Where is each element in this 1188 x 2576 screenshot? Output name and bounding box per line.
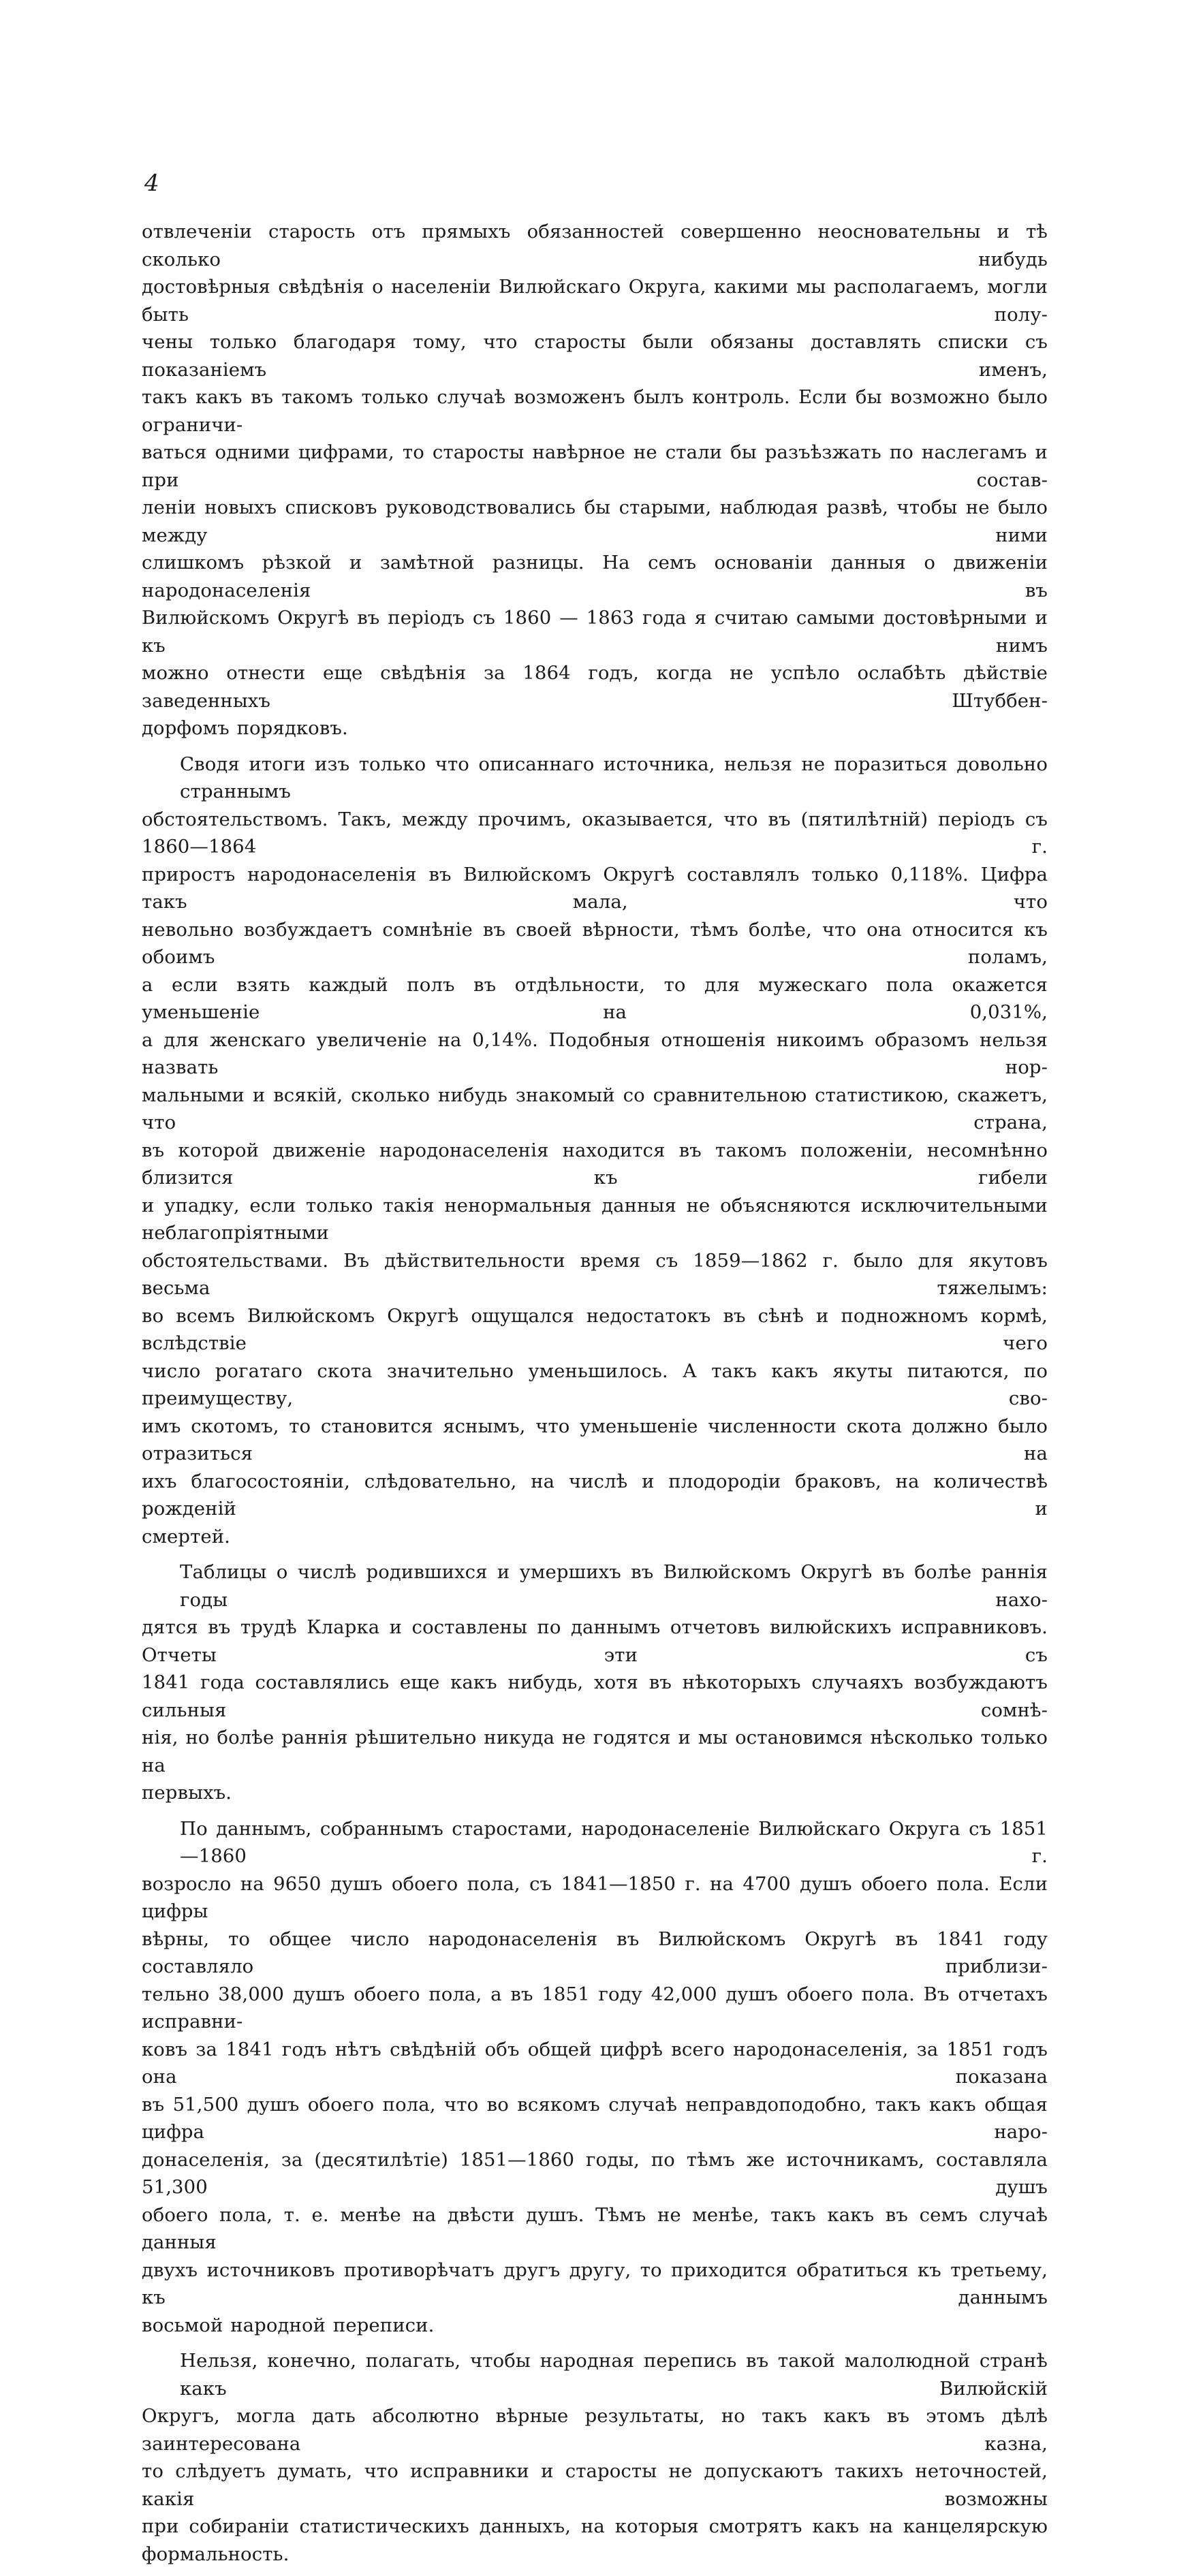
text-line: Нельзя, конечно, полагать, чтобы народная перепись въ такой малолюдной странѣ какъ Вилюйскій: [180, 2350, 1048, 2400]
paragraph-4: [142, 1815, 1048, 2340]
text-line: тельно 38,000 душъ обоего пола, а въ 1851 году 42,000 душъ обоего пола. Въ отчетахъ исправни-: [142, 1983, 1048, 2032]
text-line: во всемъ Вилюйскомъ Округѣ ощущался недостатокъ въ сѣнѣ и подножномъ кормѣ, вслѣдствіе чего: [142, 1304, 1048, 1354]
text-line: слишкомъ рѣзкой и замѣтной разницы. На семъ основаніи данныя о движеніи народонаселенія въ: [142, 552, 1048, 601]
text-line: невольно возбуждаетъ сомнѣніе въ своей вѣрности, тѣмъ болѣе, что она относится къ обоимъ поламъ,: [142, 918, 1048, 968]
text-line: а для женскаго увеличеніе на 0,14%. Подобныя отношенія никоимъ образомъ нельзя назвать нор-: [142, 1028, 1048, 1078]
text-line: достовѣрныя свѣдѣнія о населеніи Вилюйскаго Округа, какими мы располагаемъ, могли быть полу-: [142, 276, 1048, 326]
text-line: обоего пола, т. е. менѣе на двѣсти душъ. Тѣмъ не менѣе, такъ какъ въ семъ случаѣ данныя: [142, 2203, 1048, 2253]
text-line: донаселенія, за (десятилѣтіе) 1851—1860 годы, по тѣмъ же источникамъ, составляла 51,300 душъ: [142, 2148, 1048, 2198]
text-line: въ которой движеніе народонаселенія находится въ такомъ положеніи, несомнѣнно близится къ гибели: [142, 1139, 1048, 1189]
text-line: ихъ благосостояніи, слѣдовательно, на числѣ и плодородіи браковъ, на количествѣ рожденій и: [142, 1470, 1048, 1520]
text-line: и упадку, если только такія ненормальныя данныя не объясняются исключительными неблагопріятными: [142, 1194, 1048, 1244]
text-line: число рогатаго скота значительно уменьшилось. А такъ какъ якуты питаются, по преимуществу, сво-: [142, 1360, 1048, 1409]
paragraph-3: [142, 1558, 1048, 1807]
text-line: леніи новыхъ списковъ руководствовались бы старыми, наблюдая развѣ, чтобы не было между ними: [142, 497, 1048, 546]
text-line: возросло на 9650 душъ обоего пола, съ 1841—1850 г. на 4700 душъ обоего пола. Если цифры: [142, 1872, 1048, 1922]
text-line: Сводя итоги изъ только что описаннаго источника, нельзя не поразиться довольно страннымъ: [180, 753, 1048, 802]
text-line: такъ какъ въ такомъ только случаѣ возможенъ былъ контроль. Если бы возможно было ограничи-: [142, 386, 1048, 436]
text-line: въ 51,500 душъ обоего пола, что во всякомъ случаѣ неправдоподобно, такъ какъ общая цифра наро-: [142, 2093, 1048, 2143]
paragraph-5: [142, 2347, 1048, 2568]
page-number: 4: [144, 170, 159, 197]
text-line: двухъ источниковъ противорѣчатъ другъ другу, то приходится обратиться къ третьему, къ даннымъ: [142, 2259, 1048, 2308]
text-line: дорфомъ порядковъ.: [142, 717, 348, 739]
text-line: дятся въ трудѣ Кларка и составлены по даннымъ отчетовъ вилюйскихъ исправниковъ. Отчеты эти съ: [142, 1616, 1048, 1666]
body-text: [142, 218, 1048, 2576]
text-line: Таблицы о числѣ родившихся и умершихъ въ Вилюйскомъ Округѣ въ болѣе раннія годы нахо-: [180, 1561, 1048, 1611]
text-line: обстоятельствами. Въ дѣйствительности время съ 1859—1862 г. было для якутовъ весьма тяжелымъ:: [142, 1249, 1048, 1299]
text-line: Вилюйскомъ Округѣ въ періодъ съ 1860 — 1863 года я считаю самыми достовѣрными и къ нимъ: [142, 607, 1048, 657]
text-line: По даннымъ, собраннымъ старостами, народонаселеніе Вилюйскаго Округа съ 1851—1860 г.: [180, 1817, 1048, 1867]
paragraph-2: [142, 751, 1048, 1551]
text-line: восьмой народной переписи.: [142, 2314, 435, 2336]
text-line: первыхъ.: [142, 1782, 232, 1804]
text-line: ваться одними цифрами, то старосты навѣрное не стали бы разъѣзжать по наслегамъ и при состав-: [142, 441, 1048, 491]
text-line: нія, но болѣе раннія рѣшительно никуда не годятся и мы остановимся нѣсколько только на: [142, 1727, 1048, 1776]
text-line: отвлеченіи старость отъ прямыхъ обязанностей совершенно неосновательны и тѣ сколько нибудь: [142, 221, 1048, 270]
text-line: чены только благодаря тому, что старосты были обязаны доставлять списки съ показаніемъ именъ,: [142, 331, 1048, 381]
text-line: можно отнести еще свѣдѣнія за 1864 годъ, когда не успѣло ослабѣть дѣйствіе заведенныхъ Штуббен-: [142, 662, 1048, 712]
text-line: обстоятельствомъ. Такъ, между прочимъ, оказывается, что въ (пятилѣтній) періодъ съ 1860—1864 г.: [142, 808, 1048, 858]
text-line: 1841 года составлялись еще какъ нибудь, хотя въ нѣкоторыхъ случаяхъ возбуждаютъ сильныя сомнѣ-: [142, 1671, 1048, 1721]
text-line: Округъ, могла дать абсолютно вѣрные результаты, но такъ какъ въ этомъ дѣлѣ заинтересована казна,: [142, 2405, 1048, 2455]
text-line: при собираніи статистическихъ данныхъ, на которыя смотрятъ какъ на канцелярскую формальность.: [142, 2515, 1048, 2565]
paragraph-1: [142, 218, 1048, 742]
text-line: вѣрны, то общее число народонаселенія въ Вилюйскомъ Округѣ въ 1841 году составляло приблизи-: [142, 1928, 1048, 1977]
text-line: мальными и всякій, сколько нибудь знакомый со сравнительною статистикою, скажетъ, что страна,: [142, 1084, 1048, 1133]
text-line: то слѣдуетъ думать, что исправники и старосты не допускаютъ такихъ неточностей, какія возможны: [142, 2460, 1048, 2510]
text-line: ковъ за 1841 годъ нѣтъ свѣдѣній объ общей цифрѣ всего народонаселенія, за 1851 годъ она показана: [142, 2038, 1048, 2088]
text-line: приростъ народонаселенія въ Вилюйскомъ Округѣ составлялъ только 0,118%. Цифра такъ мала, что: [142, 863, 1048, 913]
text-line: смертей.: [142, 1525, 231, 1548]
text-line: а если взять каждый полъ въ отдѣльности, то для мужескаго пола окажется уменьшеніе на 0,031%,: [142, 973, 1048, 1023]
text-line: имъ скотомъ, то становится яснымъ, что уменьшеніе численности скота должно было отразиться на: [142, 1415, 1048, 1464]
